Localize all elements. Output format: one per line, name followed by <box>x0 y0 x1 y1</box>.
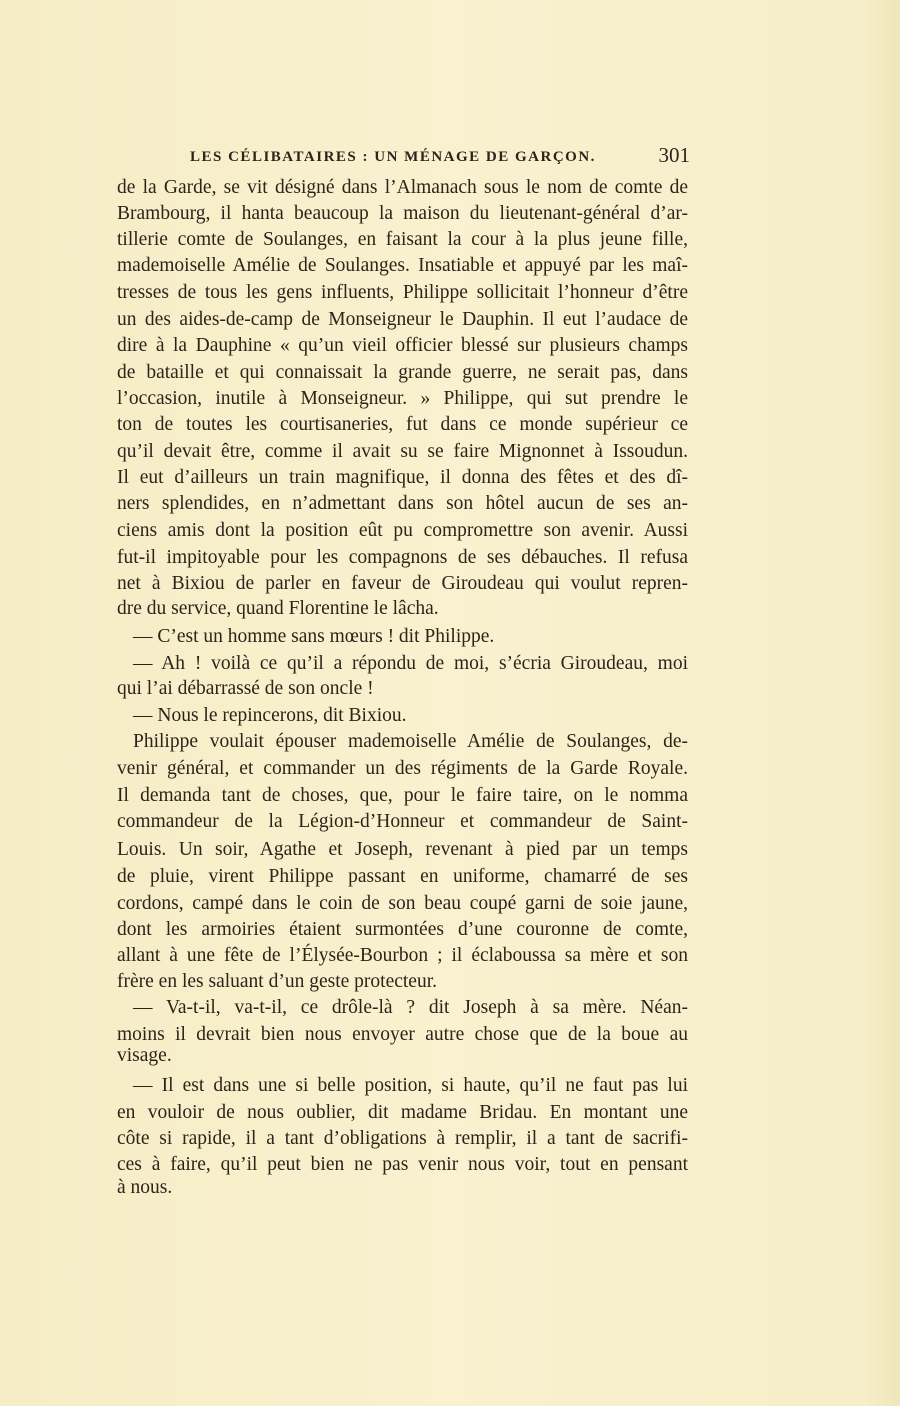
text-line: — C’est un homme sans mœurs ! dit Philippe. <box>133 626 495 647</box>
text-line: ton de toutes les courtisaneries, fut dans ce monde supérieur ce <box>117 414 688 435</box>
text-line: Brambourg, il hanta beaucoup la maison du lieutenant-général d’ar- <box>117 203 688 224</box>
text-line: tresses de tous les gens influents, Philippe sollicitait l’honneur d’être <box>117 282 688 303</box>
text-line: venir général, et commander un des régiments de la Garde Royale. <box>117 758 688 779</box>
text-line: en vouloir de nous oublier, dit madame Bridau. En montant une <box>117 1102 688 1123</box>
text-line: ces à faire, qu’il peut bien ne pas venir nous voir, tout en pensant <box>117 1154 688 1175</box>
text-line: Il demanda tant de choses, que, pour le faire taire, on le nomma <box>117 785 688 806</box>
running-title: LES CÉLIBATAIRES : UN MÉNAGE DE GARÇON. <box>190 149 596 165</box>
text-line: de la Garde, se vit désigné dans l’Almanach sous le nom de comte de <box>117 177 688 198</box>
text-line: cordons, campé dans le coin de son beau coupé garni de soie jaune, <box>117 893 688 914</box>
running-header <box>190 144 690 170</box>
text-line: dre du service, quand Florentine le lâcha. <box>117 598 439 619</box>
text-line: Philippe voulait épouser mademoiselle Amélie de Soulanges, de- <box>133 731 688 752</box>
text-line: dont les armoiries étaient surmontées d’une couronne de comte, <box>117 919 688 940</box>
text-line: mademoiselle Amélie de Soulanges. Insatiable et appuyé par les maî- <box>117 255 688 276</box>
text-line: qui l’ai débarrassé de son oncle ! <box>117 678 374 699</box>
text-line: frère en les saluant d’un geste protecteur. <box>117 971 437 992</box>
text-line: de pluie, virent Philippe passant en uniforme, chamarré de ses <box>117 866 688 887</box>
text-line: moins il devrait bien nous envoyer autre chose que de la boue au <box>117 1024 688 1045</box>
text-line: de bataille et qui connaissait la grande guerre, ne serait pas, dans <box>117 362 688 383</box>
text-line: Louis. Un soir, Agathe et Joseph, revenant à pied par un temps <box>117 839 688 860</box>
text-line: fut-il impitoyable pour les compagnons de ses débauches. Il refusa <box>117 547 688 568</box>
text-line: côte si rapide, il a tant d’obligations à remplir, il a tant de sacrifi- <box>117 1128 688 1149</box>
text-line: ciens amis dont la position eût pu compromettre son avenir. Aussi <box>117 520 688 541</box>
text-line: — Nous le repincerons, dit Bixiou. <box>133 705 407 726</box>
text-line: Il eut d’ailleurs un train magnifique, il donna des fêtes et des dî- <box>117 467 688 488</box>
text-line: net à Bixiou de parler en faveur de Giroudeau qui voulut repren- <box>117 573 688 594</box>
text-line: — Va-t-il, va-t-il, ce drôle-là ? dit Joseph à sa mère. Néan- <box>133 997 688 1018</box>
text-line: — Il est dans une si belle position, si haute, qu’il ne faut pas lui <box>133 1075 688 1096</box>
text-line: un des aides-de-camp de Monseigneur le Dauphin. Il eut l’audace de <box>117 309 688 330</box>
text-line: commandeur de la Légion-d’Honneur et commandeur de Saint- <box>117 811 688 832</box>
text-line: allant à une fête de l’Élysée-Bourbon ; il éclaboussa sa mère et son <box>117 945 688 966</box>
text-line: l’occasion, inutile à Monseigneur. » Philippe, qui sut prendre le <box>117 388 688 409</box>
text-line: qu’il devait être, comme il avait su se faire Mignonnet à Issoudun. <box>117 441 688 462</box>
text-line: ners splendides, en n’admettant dans son hôtel aucun de ses an- <box>117 493 688 514</box>
text-line: dire à la Dauphine « qu’un vieil officier blessé sur plusieurs champs <box>117 335 688 356</box>
text-line: visage. <box>117 1045 172 1066</box>
text-line: à nous. <box>117 1177 173 1198</box>
page-number: 301 <box>658 143 690 167</box>
text-line: tillerie comte de Soulanges, en faisant la cour à la plus jeune fille, <box>117 229 688 250</box>
text-line: — Ah ! voilà ce qu’il a répondu de moi, s’écria Giroudeau, moi <box>133 653 688 674</box>
